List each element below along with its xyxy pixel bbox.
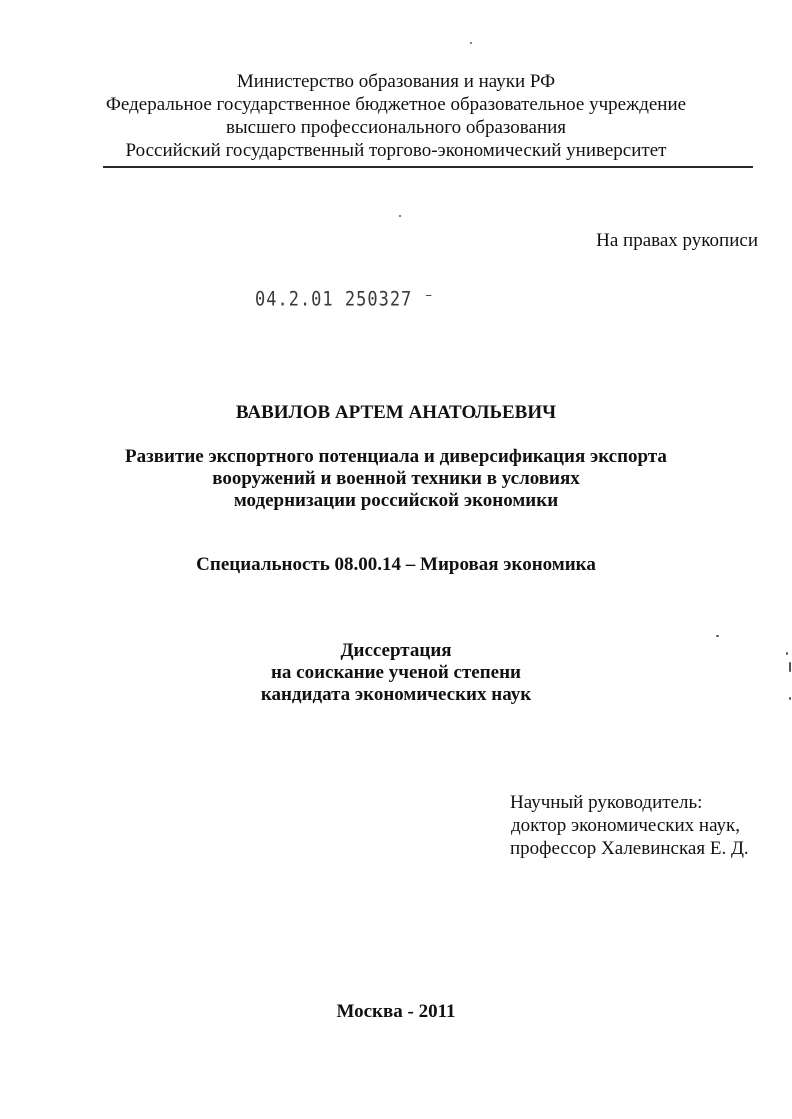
advisor-name: профессор Халевинская Е. Д.	[510, 838, 749, 859]
specialty-line: Специальность 08.00.14 – Мировая экономика	[196, 554, 596, 575]
scan-speck	[470, 42, 472, 44]
title-line-1: Развитие экспортного потенциала и диверсификация экспорта	[125, 446, 667, 467]
scan-speck	[789, 697, 791, 700]
registration-stamp-number	[255, 288, 435, 311]
title-line-2: вооружений и военной техники в условиях	[212, 468, 580, 489]
dissertation-title	[0, 446, 792, 512]
title-line-3: модернизации российской экономики	[233, 490, 559, 511]
advisor-degree: доктор экономических наук,	[511, 815, 741, 836]
city-and-year: Москва - 2011	[336, 1001, 456, 1022]
institution-type-line: Федеральное государственное бюджетное образовательное учреждение	[105, 94, 687, 115]
author-name: ВАВИЛОВ АРТЕМ АНАТОЛЬЕВИЧ	[235, 402, 557, 423]
advisor-label: Научный руководитель:	[510, 792, 703, 813]
stamp-number-text: 04.2.01 250327	[255, 288, 413, 311]
manuscript-rights-note: На правах рукописи	[596, 230, 758, 251]
degree-line-2: на соискание ученой степени	[270, 662, 521, 683]
header-divider	[103, 166, 753, 168]
scan-speck	[786, 652, 788, 655]
degree-line-1: Диссертация	[340, 640, 452, 661]
stamp-mark: ⁻	[423, 288, 435, 311]
degree-block	[0, 640, 792, 706]
scientific-advisor-block	[510, 791, 749, 860]
education-level-line: высшего профессионального образования	[225, 117, 567, 138]
institution-header	[0, 70, 792, 162]
scan-speck	[789, 662, 791, 672]
university-name-line: Российский государственный торгово-экономический университет	[125, 140, 667, 161]
ministry-line: Министерство образования и науки РФ	[236, 71, 556, 92]
degree-line-3: кандидата экономических наук	[260, 684, 532, 705]
scan-speck	[716, 635, 719, 637]
scan-speck	[399, 215, 401, 217]
